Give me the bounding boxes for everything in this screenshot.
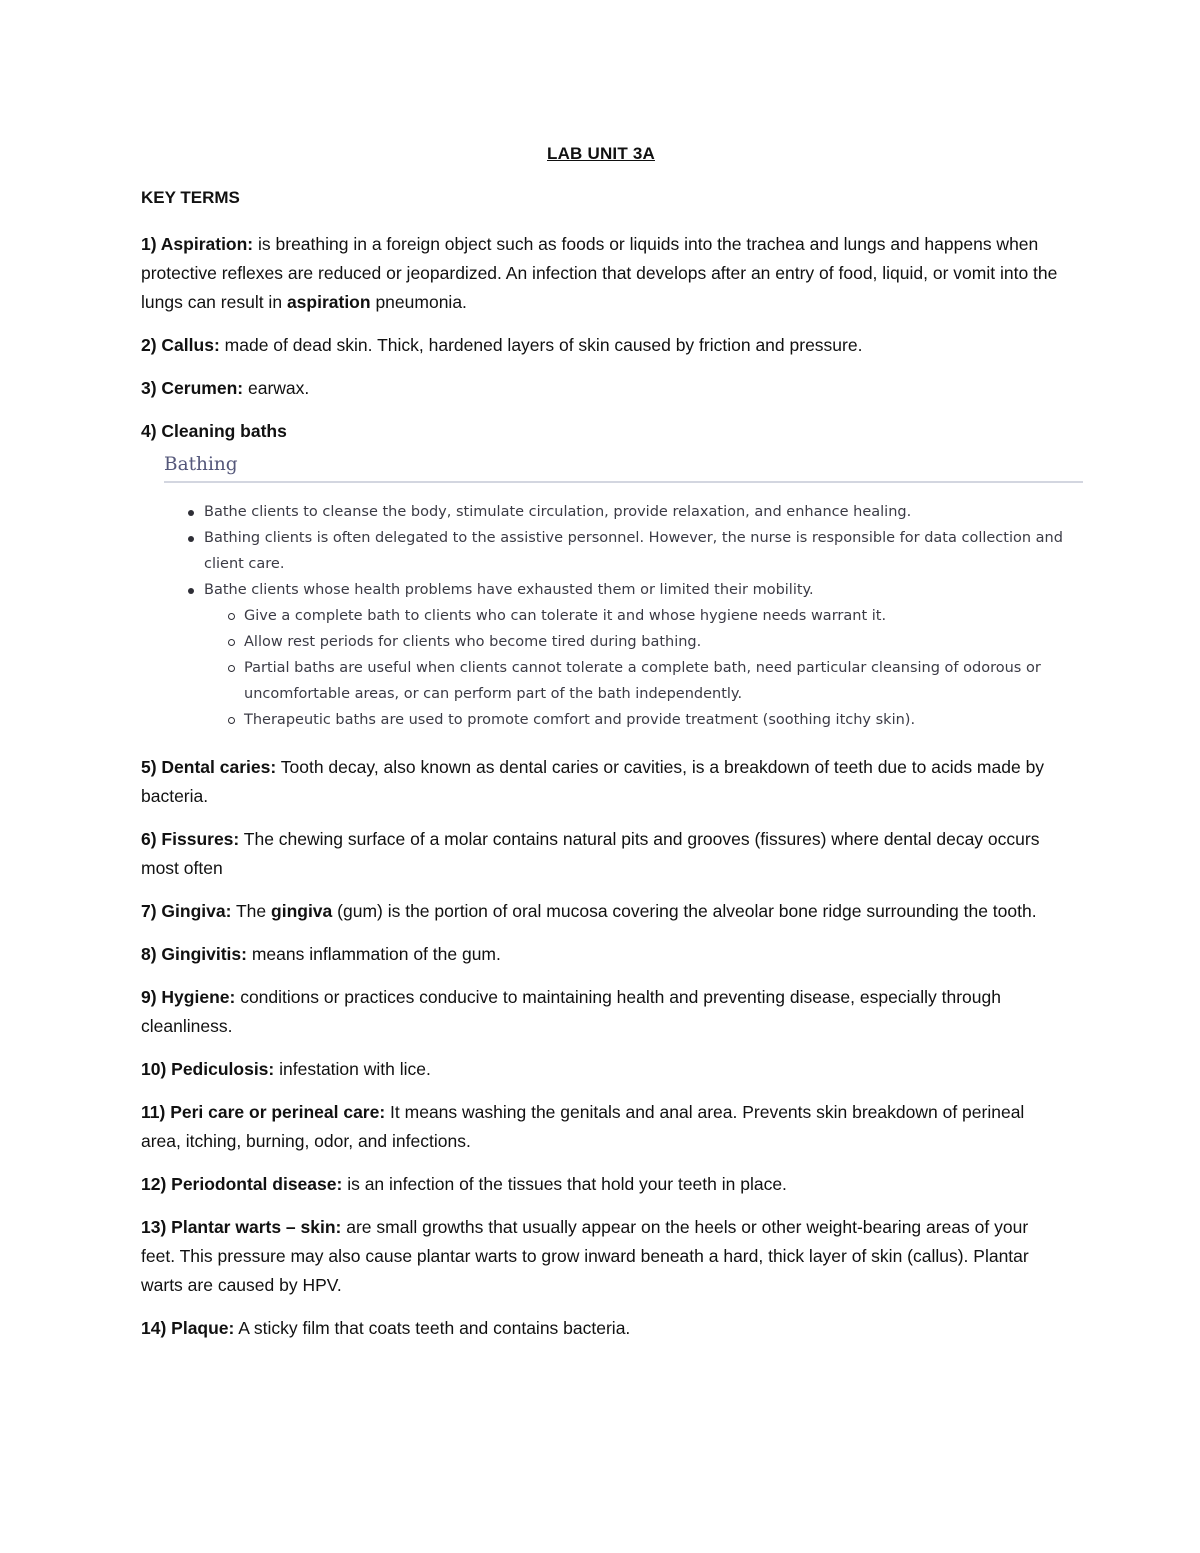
term-label: 14) Plaque: xyxy=(141,1318,235,1338)
sub-list-item: Therapeutic baths are used to promote comfort and provide treatment (soothing itchy skin). xyxy=(164,707,1083,733)
term-perineal-care xyxy=(141,1098,1061,1156)
list-item: Bathing clients is often delegated to the assistive personnel. However, the nurse is responsible for data collection and client care. xyxy=(164,525,1083,577)
term-plantar-warts xyxy=(141,1213,1061,1300)
term-definition: made of dead skin. Thick, hardened layers of skin caused by friction and pressure. xyxy=(224,335,863,355)
sub-list-item: Allow rest periods for clients who become tired during bathing. xyxy=(164,629,1083,655)
list-item: Bathe clients whose health problems have exhausted them or limited their mobility. xyxy=(164,577,1083,603)
bathing-list xyxy=(164,499,1083,733)
bullet-circle-icon xyxy=(228,665,235,672)
section-heading: KEY TERMS xyxy=(141,188,240,207)
term-definition-start: The xyxy=(235,901,267,921)
term-definition: Tooth decay, also known as dental caries or cavities, is a breakdown of teeth due to acids made by bacteria. xyxy=(141,757,1045,806)
term-definition: (gum) is the portion of oral mucosa covering the alveolar bone ridge surrounding the tooth. xyxy=(337,901,1037,921)
sub-list-item: Partial baths are useful when clients cannot tolerate a complete bath, need particular cleansing of odorous or uncomfortable areas, or can perform part of the bath independently. xyxy=(164,655,1083,707)
term-cerumen xyxy=(141,374,1061,403)
term-emphasis: aspiration xyxy=(286,292,371,312)
term-definition: A sticky film that coats teeth and contains bacteria. xyxy=(238,1318,631,1338)
term-definition: means inflammation of the gum. xyxy=(251,944,501,964)
bathing-title: Bathing xyxy=(164,454,1083,483)
bullet-circle-icon xyxy=(228,639,235,646)
bullet-disc-icon xyxy=(188,588,194,594)
bullet-disc-icon xyxy=(188,510,194,516)
term-definition: It means washing the genitals and anal area. Prevents skin breakdown of perineal area, itching, burning, odor, and infections. xyxy=(141,1102,1025,1151)
term-label: 9) Hygiene: xyxy=(141,987,236,1007)
term-emphasis: gingiva xyxy=(271,901,333,921)
term-label: 7) Gingiva: xyxy=(141,901,232,921)
term-fissures xyxy=(141,825,1061,883)
term-pediculosis xyxy=(141,1055,1061,1084)
term-cleaning-baths xyxy=(141,417,1061,446)
term-label: 1) Aspiration: xyxy=(141,234,254,254)
term-label: 11) Peri care or perineal care: xyxy=(141,1102,386,1122)
term-plaque xyxy=(141,1314,1061,1343)
term-label: 10) Pediculosis: xyxy=(141,1059,275,1079)
term-definition: earwax. xyxy=(247,378,310,398)
term-definition: is an infection of the tissues that hold your teeth in place. xyxy=(347,1174,787,1194)
term-label: 5) Dental caries: xyxy=(141,757,277,777)
term-definition: are small growths that usually appear on the heels or other weight-bearing areas of your feet. This pressure may also cause plantar warts to grow inward beneath a hard, thick layer of skin (callus). Plantar warts are caused by HPV. xyxy=(141,1217,1029,1295)
term-label: 12) Periodontal disease: xyxy=(141,1174,343,1194)
bullet-circle-icon xyxy=(228,613,235,620)
bullet-circle-icon xyxy=(228,717,235,724)
term-gingivitis xyxy=(141,940,1061,969)
term-definition: conditions or practices conducive to maintaining health and preventing disease, especially through cleanliness. xyxy=(141,987,1001,1036)
document-page xyxy=(141,140,1061,1357)
term-periodontal-disease xyxy=(141,1170,1061,1199)
term-label: 8) Gingivitis: xyxy=(141,944,247,964)
term-label: 13) Plantar warts – skin: xyxy=(141,1217,342,1237)
term-label: 4) Cleaning baths xyxy=(141,421,287,441)
bullet-disc-icon xyxy=(188,536,194,542)
term-dental-caries xyxy=(141,753,1061,811)
term-definition: The chewing surface of a molar contains natural pits and grooves (fissures) where dental decay occurs most often xyxy=(141,829,1040,878)
term-label: 2) Callus: xyxy=(141,335,220,355)
term-definition-end: pneumonia. xyxy=(375,292,467,312)
term-label: 6) Fissures: xyxy=(141,829,240,849)
bathing-excerpt xyxy=(164,454,1083,733)
term-definition: infestation with lice. xyxy=(279,1059,431,1079)
term-hygiene xyxy=(141,983,1061,1041)
document-title: LAB UNIT 3A xyxy=(547,144,655,163)
term-definition: is breathing in a foreign object such as foods or liquids into the trachea and lungs and happens when protective reflexes are reduced or jeopardized. An infection that develops after an entry of food, liquid, or vomit into the lungs can result in xyxy=(141,234,1058,312)
term-gingiva xyxy=(141,897,1061,926)
term-aspiration xyxy=(141,230,1061,317)
list-item: Bathe clients to cleanse the body, stimulate circulation, provide relaxation, and enhance healing. xyxy=(164,499,1083,525)
term-callus xyxy=(141,331,1061,360)
term-label: 3) Cerumen: xyxy=(141,378,244,398)
sub-list-item: Give a complete bath to clients who can tolerate it and whose hygiene needs warrant it. xyxy=(164,603,1083,629)
